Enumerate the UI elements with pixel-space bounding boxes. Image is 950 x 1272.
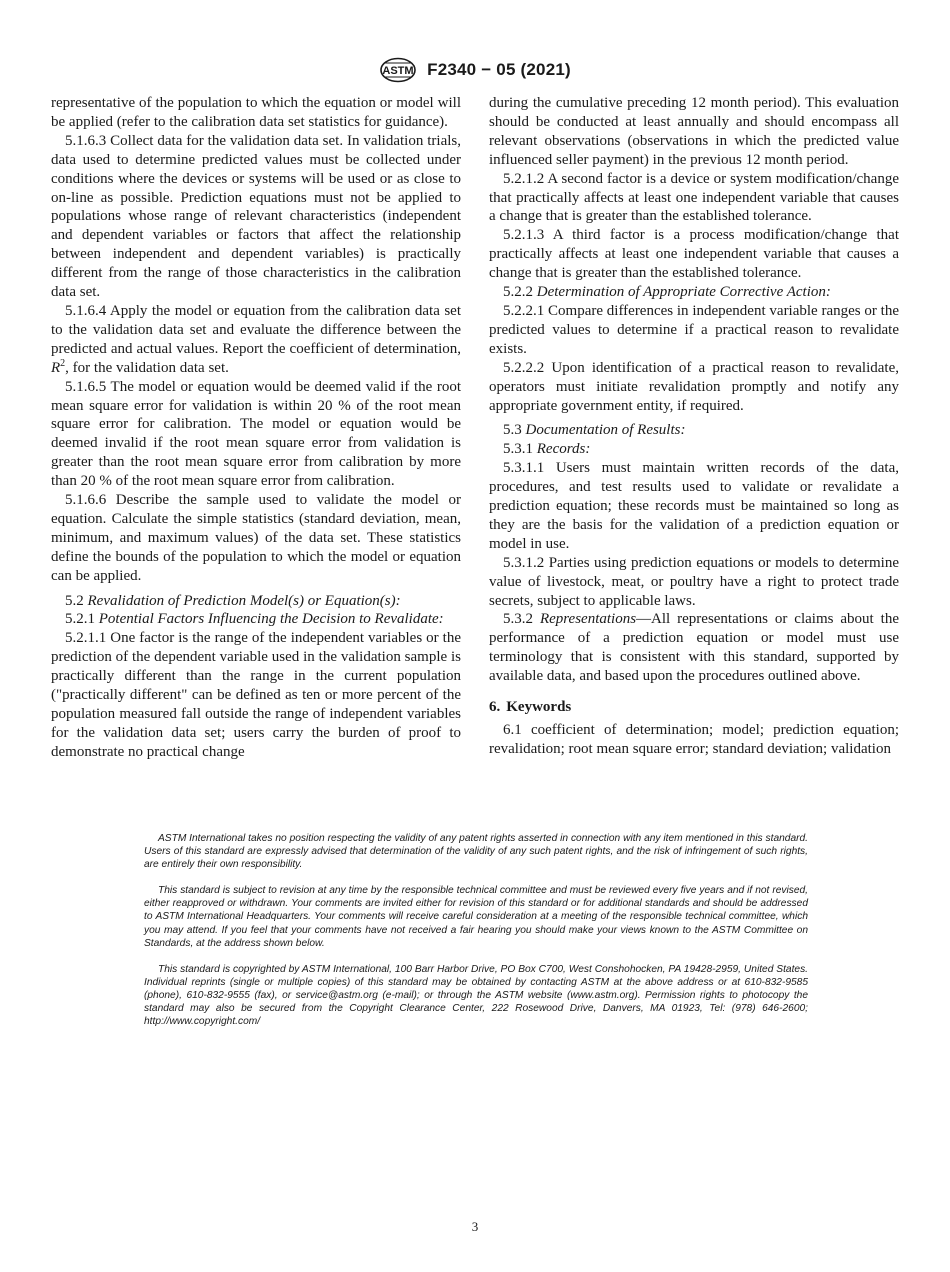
subsection-heading bbox=[51, 610, 461, 629]
paragraph: 6.1 coefficient of determination; model; prediction equation; revalidation; root mean square error; standard deviation; validation bbox=[489, 722, 899, 757]
section-number: 6. bbox=[489, 699, 501, 716]
section-title: Determination of Appropriate Corrective Action: bbox=[536, 284, 831, 301]
right-column bbox=[489, 94, 899, 759]
patent-notice: ASTM International takes no position respecting the validity of any patent rights asserted in connection with any item mentioned in this standard. Users of this standard are expressly advised that determination of the validity of any such patent rights, and the risk of infringement of such rights, are entirely their own responsibility. bbox=[144, 833, 808, 871]
paragraph: 5.3.1.1 Users must maintain written records of the data, procedures, and test results used to validate or revalidate a prediction equation; these records must be maintained so long as they are the basis for the validation of a prediction equation or model in use. bbox=[489, 460, 899, 552]
astm-logo-icon bbox=[379, 57, 417, 83]
paragraph-text: 5.1.6.4 Apply the model or equation from the calibration data set to the validation data set and evaluate the difference between the predicted and actual values. Report the coefficient of determination, bbox=[51, 302, 461, 357]
paragraph: 5.2.1.2 A second factor is a device or system modification/change that practically affects at least one independent variable that causes a change that is greater than the established tolerance. bbox=[489, 170, 899, 225]
section-heading bbox=[489, 421, 899, 440]
revision-notice: This standard is subject to revision at any time by the responsible technical committee and must be reviewed every five years and if not revised, either reapproved or withdrawn. Your comments are invited either for revision of this standard or for additional standards and should be addressed to ASTM International Headquarters. Your comments will receive careful consideration at a meeting of the responsible technical committee, which you may attend. If you feel that your comments have not received a fair hearing you should make your views known to the ASTM Committee on Standards, at the address shown below. bbox=[144, 885, 808, 949]
section-number: 5.2 bbox=[65, 592, 88, 609]
paragraph: 5.3.1.2 Parties using prediction equations or models to determine value of livestock, meat, or poultry have a right to protect trade secrets, subject to applicable laws. bbox=[489, 554, 899, 609]
left-column bbox=[51, 94, 461, 762]
paragraph: 5.2.2.1 Compare differences in independent variable ranges or the predicted values to determine if a practical reason to revalidate exists. bbox=[489, 302, 899, 357]
section-number: 5.3.1 bbox=[503, 441, 537, 458]
paragraph: representative of the population to which the equation or model will be applied (refer to the calibration data set statistics for guidance). bbox=[51, 95, 461, 130]
keywords-heading bbox=[489, 698, 899, 717]
copyright-notice: This standard is copyrighted by ASTM International, 100 Barr Harbor Drive, PO Box C700, West Conshohocken, PA 19428-2959, United States. Individual reprints (single or multiple copies) of this standard may be obtained by contacting ASTM at the above address or at 610-832-9585 (phone), 610-832-9555 (fax), or service@astm.org (e-mail); or through the ASTM website (www.astm.org). Permission rights to photocopy the standard may also be secured from the Copyright Clearance Center, 222 Rosewood Drive, Danvers, MA 01923, Tel: (978) 646-2600; http://www.copyright.com/ bbox=[144, 963, 808, 1028]
page-header bbox=[0, 57, 950, 83]
paragraph bbox=[51, 302, 461, 378]
section-title: Revalidation of Prediction Model(s) or Equation(s): bbox=[87, 592, 401, 609]
paragraph: during the cumulative preceding 12 month period). This evaluation should be conducted at least annually and should encompass all relevant observations (observations in which the predicted value influenced seller payment) in the previous 12 month period. bbox=[489, 95, 899, 168]
section-title: Keywords bbox=[506, 699, 572, 716]
section-number: 5.3.2 bbox=[503, 611, 540, 628]
paragraph: 5.1.6.3 Collect data for the validation data set. In validation trials, data used to determine predicted values must be collected under conditions where the devices or systems will be used or as close to on-line as possible. Prediction equations must not be applied to populations whose range of relevant characteristics (independent and dependent variables or factors that affect the relationship between independent and dependent variables) is practically different from the range of those characteristics in the calibration data set. bbox=[51, 132, 461, 301]
paragraph-text: , for the validation data set. bbox=[65, 359, 229, 376]
section-title: Documentation of Results: bbox=[525, 422, 686, 439]
section-heading bbox=[51, 592, 461, 611]
section-number: 5.2.1 bbox=[65, 611, 99, 628]
subsection-heading bbox=[489, 283, 899, 302]
svg-text:ASTM: ASTM bbox=[382, 65, 414, 77]
section-title: Potential Factors Influencing the Decision to Revalidate: bbox=[98, 611, 444, 628]
paragraph: 5.2.1.3 A third factor is a process modification/change that practically affects at least one independent variable that causes a change that is greater than the established tolerance. bbox=[489, 227, 899, 282]
section-title: Records: bbox=[536, 441, 591, 458]
section-number: 5.3 bbox=[503, 422, 526, 439]
paragraph: 5.2.2.2 Upon identification of a practical reason to revalidate, operators must initiate revalidation promptly and notify any appropriate government entity, if required. bbox=[489, 359, 899, 414]
paragraph-text: —All representations or claims about the performance of a prediction equation or model must use terminology that is consistent with this standard, supported by available data, and based upon the procedures outlined above. bbox=[489, 611, 899, 685]
superscript: 2 bbox=[60, 357, 66, 369]
legal-footer bbox=[144, 832, 808, 1041]
section-number: 5.2.2 bbox=[503, 284, 537, 301]
paragraph: 5.2.1.1 One factor is the range of the independent variables or the prediction of the dependent variable used in the validation sample is practically different than the range in the current population ("practically different" can be defined as ten or more percent of the population measured fall outside the range of independent variables for the validation data set; users carry the burden of proof to demonstrate no practical change bbox=[51, 630, 461, 760]
paragraph: 5.1.6.5 The model or equation would be deemed valid if the root mean square error for validation is within 20 % of the root mean square error for calibration. The model or equation would be deemed invalid if the root mean square error from validation is greater than the root mean square error from calibration by more than 20 % of the root mean square error from calibration. bbox=[51, 378, 461, 490]
variable-r: R bbox=[51, 359, 61, 376]
subsection-heading bbox=[489, 440, 899, 459]
paragraph: 5.1.6.6 Describe the sample used to validate the model or equation. Calculate the simple statistics (standard deviation, mean, minimum, and maximum values) of the data set. These statistics define the bounds of the population to which the model or equation can be applied. bbox=[51, 492, 461, 584]
page-number: 3 bbox=[471, 1219, 479, 1234]
section-title: Representations bbox=[539, 611, 637, 628]
standard-designation: F2340 − 05 (2021) bbox=[427, 60, 571, 79]
paragraph bbox=[489, 610, 899, 686]
